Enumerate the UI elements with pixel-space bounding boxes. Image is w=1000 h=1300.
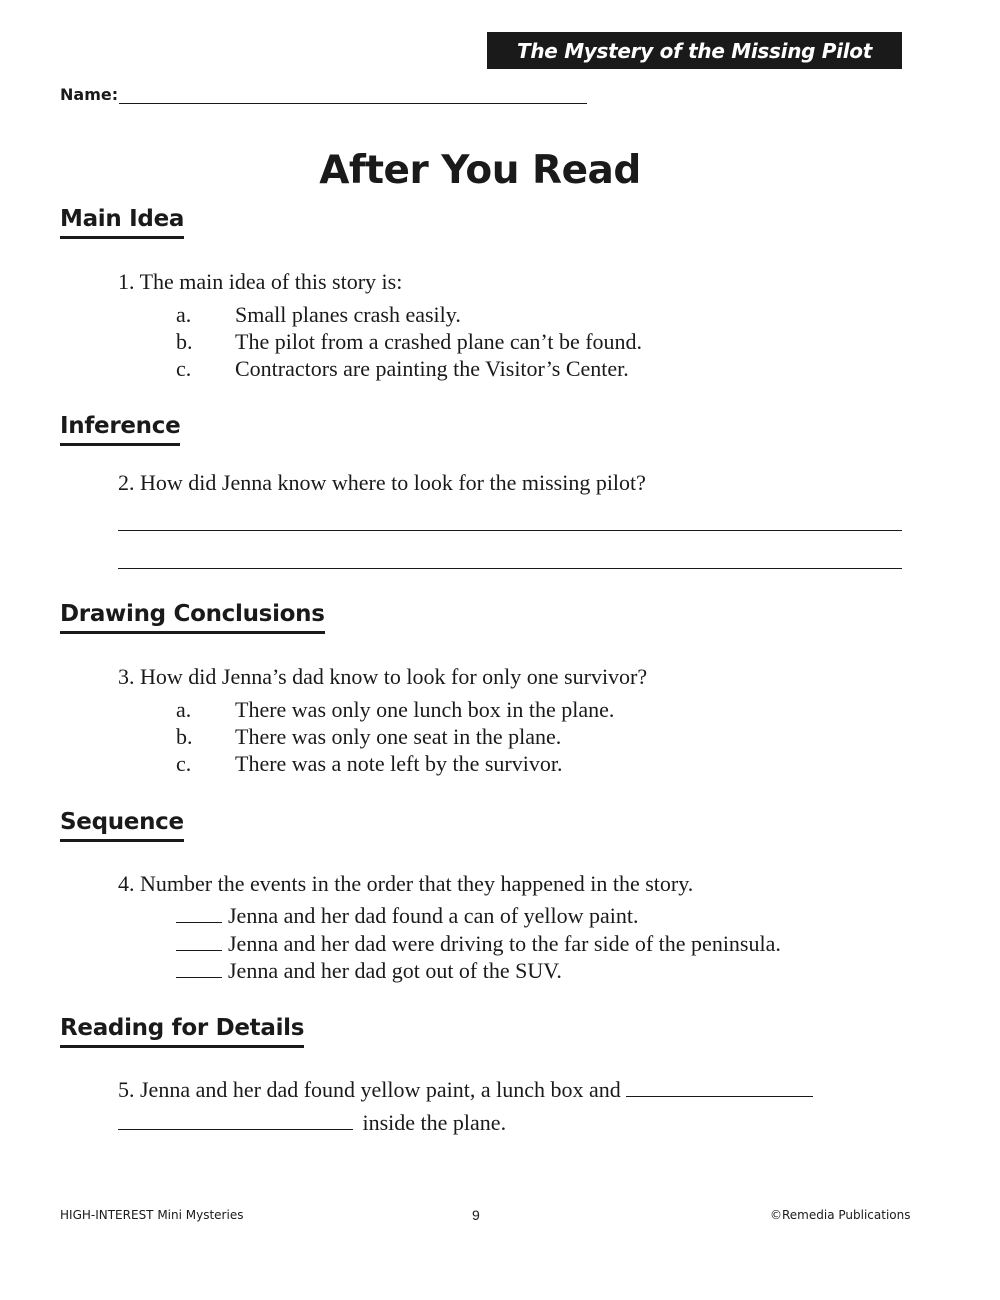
answer-line-1[interactable] [118, 530, 902, 531]
question-5-text-part-1: 5. Jenna and her dad found yellow paint, a lunch box and [118, 1077, 621, 1102]
page-title: After You Read [319, 148, 641, 193]
section-heading-main-idea: Main Idea [60, 205, 184, 239]
section-heading-reading-for-details: Reading for Details [60, 1014, 304, 1048]
sequence-item-text: Jenna and her dad found a can of yellow paint. [228, 903, 639, 928]
footer-publisher: ©Remedia Publications [770, 1208, 911, 1222]
question-5-blank-1[interactable] [626, 1078, 813, 1097]
question-1-option-b[interactable] [176, 328, 642, 356]
name-label: Name: [60, 85, 119, 104]
sequence-item-text: Jenna and her dad were driving to the far side of the peninsula. [228, 931, 781, 956]
question-2: 2. How did Jenna know where to look for the missing pilot? [118, 470, 646, 495]
option-letter: b. [176, 329, 193, 354]
option-text: There was only one seat in the plane. [235, 724, 562, 749]
sequence-item-3 [176, 957, 562, 985]
series-title-banner: The Mystery of the Missing Pilot [487, 32, 902, 69]
option-text: There was a note left by the survivor. [235, 751, 563, 776]
option-text: Contractors are painting the Visitor’s Center. [235, 356, 629, 381]
name-field[interactable] [60, 82, 587, 104]
question-5-text-part-2: inside the plane. [362, 1110, 507, 1135]
section-heading-drawing-conclusions: Drawing Conclusions [60, 600, 325, 634]
option-letter: c. [176, 356, 192, 381]
question-1-option-a[interactable] [176, 301, 461, 329]
sequence-item-2 [176, 930, 781, 958]
option-letter: c. [176, 751, 192, 776]
question-3: 3. How did Jenna’s dad know to look for only one survivor? [118, 664, 648, 689]
name-blank-line[interactable] [119, 85, 587, 104]
footer-series-name: HIGH-INTEREST Mini Mysteries [60, 1208, 244, 1222]
section-heading-inference: Inference [60, 412, 180, 446]
sequence-item-1 [176, 902, 639, 930]
sequence-blank-2[interactable] [176, 932, 222, 951]
sequence-item-text: Jenna and her dad got out of the SUV. [228, 958, 562, 983]
question-3-option-b[interactable] [176, 723, 561, 751]
section-heading-sequence: Sequence [60, 808, 184, 842]
question-5-blank-2[interactable] [118, 1111, 353, 1130]
question-3-option-c[interactable] [176, 750, 562, 778]
sequence-blank-1[interactable] [176, 904, 222, 923]
option-letter: a. [176, 697, 192, 722]
question-1-option-c[interactable] [176, 355, 629, 383]
page-number: 9 [472, 1207, 480, 1223]
option-text: The pilot from a crashed plane can’t be found. [235, 329, 643, 354]
question-5-line-2 [118, 1109, 506, 1137]
question-3-option-a[interactable] [176, 696, 614, 724]
question-5-line-1 [118, 1076, 813, 1104]
option-letter: a. [176, 302, 192, 327]
question-4: 4. Number the events in the order that they happened in the story. [118, 871, 694, 896]
option-text: Small planes crash easily. [235, 302, 461, 327]
option-text: There was only one lunch box in the plane. [235, 697, 615, 722]
question-1: 1. The main idea of this story is: [118, 269, 403, 294]
answer-line-2[interactable] [118, 568, 902, 569]
sequence-blank-3[interactable] [176, 959, 222, 978]
option-letter: b. [176, 724, 193, 749]
